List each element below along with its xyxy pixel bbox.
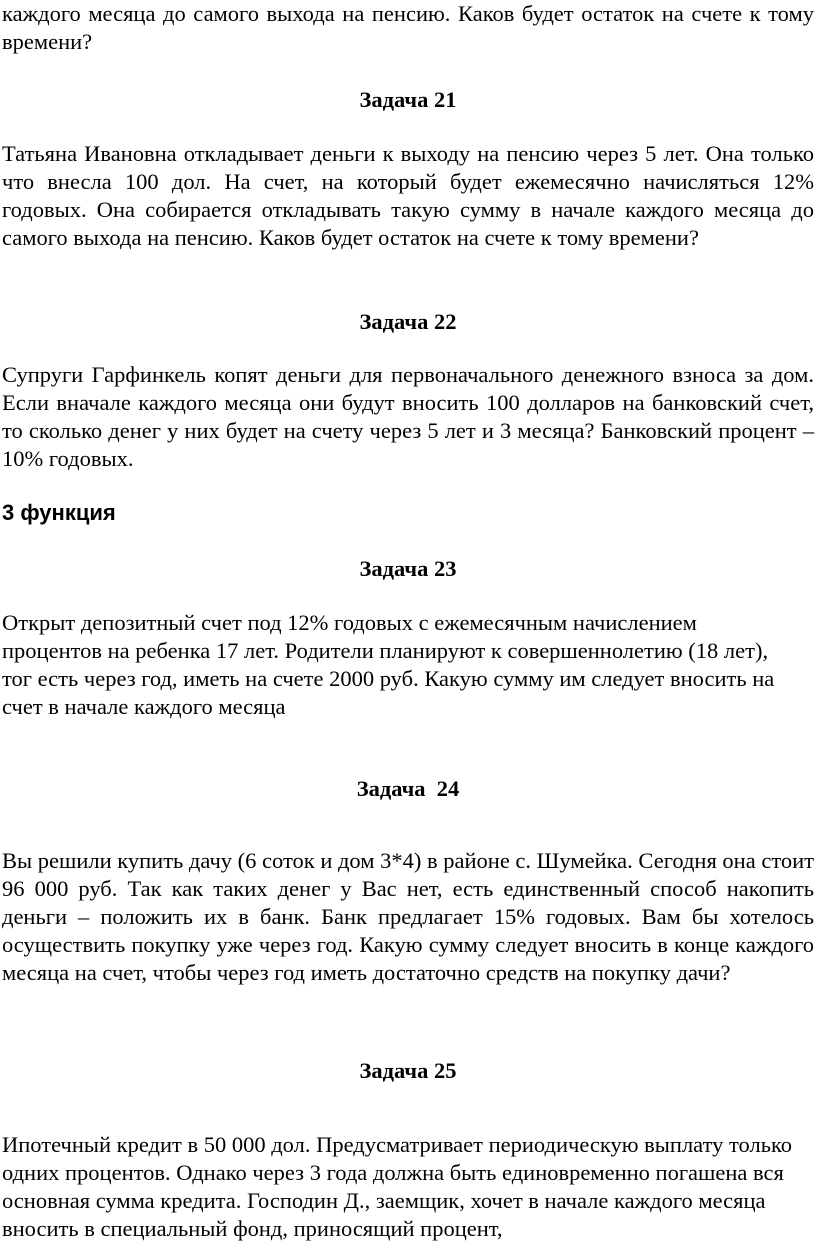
task-23-title: Задача 23 [359, 556, 457, 581]
task-21-title: Задача 21 [359, 87, 457, 112]
section-title-3-function: 3 функция [2, 500, 116, 525]
task-21-text: Татьяна Ивановна откладывает деньги к выходу на пенсию через 5 лет. Она только что внесла 100 дол. На счет, на который будет ежемесячно начисляться 12% годовых. Она собирается откладывать такую сумму в начале каждого месяца до самого выхода на пенсию. Каков будет остаток на счете к тому времени? [2, 141, 814, 250]
task-24-text: Вы решили купить дачу (6 соток и дом 3*4) в районе с. Шумейка. Сегодня она стоит 96 000 руб. Так как таких денег у Вас нет, есть единственный способ накопить деньги – положить их в банк. Банк предлагает 15% годовых. Вам бы хотелось осуществить покупку уже через год. Какую сумму следует вносить в конце каждого месяца на счет, чтобы через год иметь достаточно средств на покупку дачи? [2, 848, 814, 985]
task-23-text: Открыт депозитный счет под 12% годовых с ежемесячным начислением процентов на ребенка 17 лет. Родители планируют к совершеннолетию (18 лет), тог есть через год, иметь на счете 2000 руб. Какую сумму им следует вносить на счет в начале каждого месяца [2, 610, 775, 719]
task-22-title: Задача 22 [359, 309, 457, 334]
intro-paragraph: каждого месяца до самого выхода на пенсию. Каков будет остаток на счете к тому времени? [2, 1, 814, 54]
task-25-title: Задача 25 [359, 1058, 457, 1083]
task-25-text: Ипотечный кредит в 50 000 дол. Предусматривает периодическую выплату только одних процентов. Однако через 3 года должна быть единовременно погашена вся основная сумма кредита. Господин Д., заемщик, хочет в начале каждого месяца вносить в специальный фонд, приносящий процент, [2, 1132, 793, 1241]
task-24-title: Задача 24 [356, 776, 460, 801]
task-22-text: Супруги Гарфинкель копят деньги для первоначального денежного взноса за дом. Если вначале каждого месяца они будут вносить 100 долларов на банковский счет, то сколько денег у них будет на счету через 5 лет и 3 месяца? Банковский процент – 10% годовых. [2, 362, 814, 471]
